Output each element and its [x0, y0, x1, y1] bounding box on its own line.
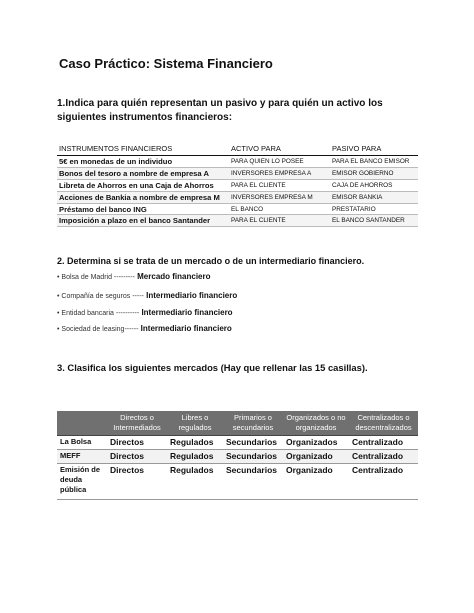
header-instrumentos: INSTRUMENTOS FINANCIEROS — [57, 142, 229, 156]
table-row — [57, 156, 418, 168]
item-answer: Intermediario financiero — [146, 291, 238, 300]
instrument-cell: Libreta de Ahorros en una Caja de Ahorros — [57, 179, 229, 191]
table-cell: Centralizado — [349, 436, 418, 450]
item-label: • Entidad bancaria ---------- — [57, 310, 140, 317]
table-row — [57, 436, 418, 450]
activo-cell: PARA EL CLIENTE — [229, 179, 330, 191]
header-activo: ACTIVO PARA — [229, 142, 330, 156]
instrument-cell: Acciones de Bankia a nombre de empresa M — [57, 191, 229, 203]
header-directos: Directos o Intermediados — [107, 411, 167, 436]
table-cell: Secundarios — [223, 450, 283, 464]
list-item — [57, 324, 232, 333]
table-row — [57, 179, 418, 191]
pasivo-cell: PARA EL BANCO EMISOR — [330, 156, 418, 168]
pasivo-cell: EMISOR BANKIA — [330, 191, 418, 203]
table-cell: Regulados — [167, 464, 223, 500]
item-answer: Mercado financiero — [137, 272, 211, 281]
table-header-row — [57, 411, 418, 436]
list-item — [57, 272, 211, 281]
table-cell: Organizado — [283, 450, 349, 464]
instrument-cell: Imposición a plazo en el banco Santander — [57, 215, 229, 227]
header-centralizados: Centralizados o descentralizados — [349, 411, 418, 436]
table-row — [57, 191, 418, 203]
activo-cell: EL BANCO — [229, 203, 330, 215]
question-3: 3. Clasifica los siguientes mercados (Hay que rellenar las 15 casillas). — [57, 362, 368, 373]
table-cell: Organizados — [283, 436, 349, 450]
table-row — [57, 167, 418, 179]
instrument-cell: 5€ en monedas de un individuo — [57, 156, 229, 168]
activo-cell: INVERSORES EMPRESA M — [229, 191, 330, 203]
header-organizados: Organizados o no organizados — [283, 411, 349, 436]
table-row — [57, 450, 418, 464]
markets-table — [57, 411, 418, 500]
question-2: 2. Determina si se trata de un mercado o de un intermediario financiero. — [57, 256, 365, 266]
pasivo-cell: PRESTATARIO — [330, 203, 418, 215]
table-row — [57, 464, 418, 500]
item-label: • Sociedad de leasing------ — [57, 326, 139, 333]
instrument-cell: Préstamo del banco ING — [57, 203, 229, 215]
pasivo-cell: EMISOR GOBIERNO — [330, 167, 418, 179]
header-primarios: Primarios o secundarios — [223, 411, 283, 436]
table-cell: Directos — [107, 450, 167, 464]
instruments-table — [57, 142, 418, 227]
activo-cell: INVERSORES EMPRESA A — [229, 167, 330, 179]
table-cell: Regulados — [167, 436, 223, 450]
table-cell: Organizado — [283, 464, 349, 500]
table-header-row — [57, 142, 418, 156]
table-cell: Centralizado — [349, 450, 418, 464]
list-item — [57, 308, 233, 317]
item-label: • Bolsa de Madrid --------- — [57, 274, 135, 281]
table-cell: Secundarios — [223, 436, 283, 450]
table-cell: Regulados — [167, 450, 223, 464]
activo-cell: PARA EL CLIENTE — [229, 215, 330, 227]
market-name: MEFF — [57, 450, 107, 464]
item-label: • Compañía de seguros ----- — [57, 293, 144, 300]
header-pasivo: PASIVO PARA — [330, 142, 418, 156]
question-1: 1.Indica para quién representan un pasivo y para quién un activo los siguientes instrumentos financieros: — [57, 98, 383, 123]
item-answer: Intermediario financiero — [141, 308, 233, 317]
page-title: Caso Práctico: Sistema Financiero — [59, 56, 273, 71]
table-row — [57, 203, 418, 215]
pasivo-cell: CAJA DE AHORROS — [330, 179, 418, 191]
table-row — [57, 215, 418, 227]
table-cell: Centralizado — [349, 464, 418, 500]
market-name: La Bolsa — [57, 436, 107, 450]
item-answer: Intermediario financiero — [140, 324, 232, 333]
instrument-cell: Bonos del tesoro a nombre de empresa A — [57, 167, 229, 179]
activo-cell: PARA QUIEN LO POSEE — [229, 156, 330, 168]
header-libres: Libres o regulados — [167, 411, 223, 436]
table-cell: Directos — [107, 464, 167, 500]
header-empty — [57, 411, 107, 436]
market-name: Emisión de deuda pública — [57, 464, 107, 500]
list-item — [57, 291, 237, 300]
pasivo-cell: EL BANCO SANTANDER — [330, 215, 418, 227]
table-cell: Secundarios — [223, 464, 283, 500]
table-cell: Directos — [107, 436, 167, 450]
